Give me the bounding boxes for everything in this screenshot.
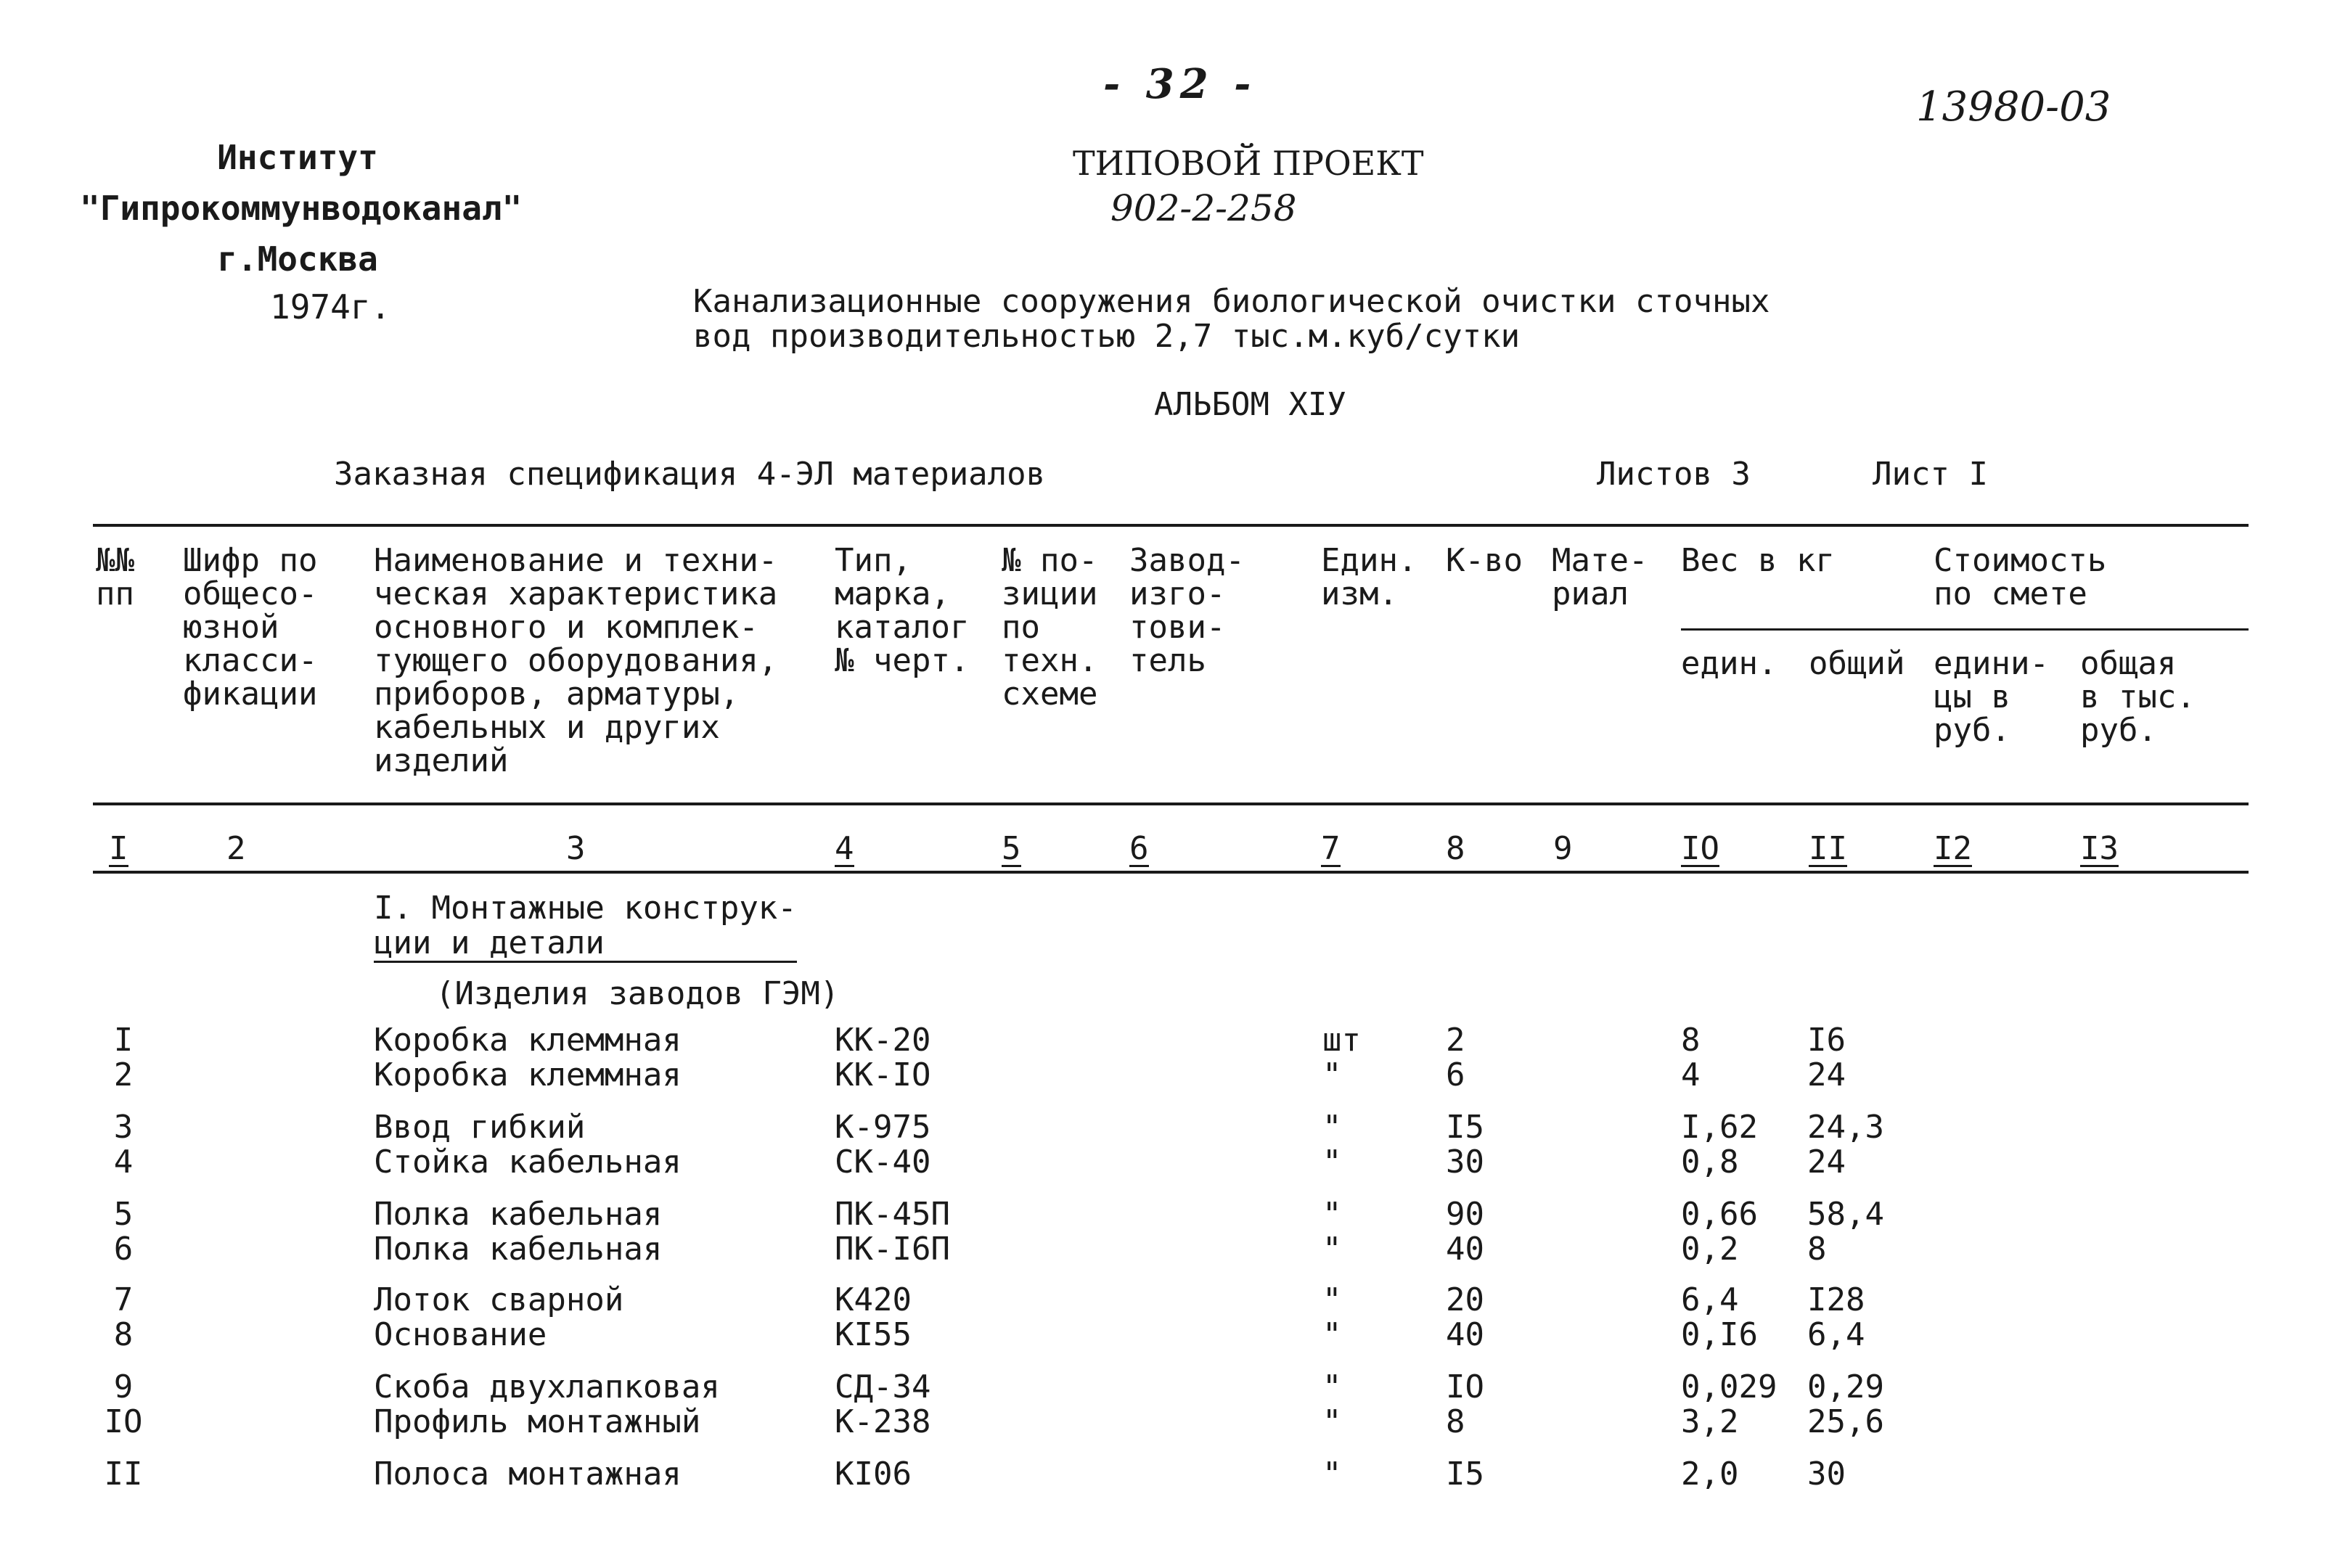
cell-weight-total: I28	[1807, 1281, 1865, 1318]
cell-row-number: 8	[113, 1316, 134, 1353]
cell-unit: шт	[1322, 1022, 1361, 1059]
cell-unit: "	[1322, 1316, 1342, 1353]
cell-type-mark: К420	[835, 1281, 912, 1318]
cell-weight-total: 0,29	[1807, 1368, 1884, 1405]
cell-type-mark: ПК-I6П	[835, 1231, 950, 1268]
cell-weight-total: 24	[1807, 1144, 1846, 1181]
cell-weight-unit: 0,66	[1681, 1196, 1758, 1233]
cell-unit: "	[1322, 1109, 1342, 1146]
header-type-mark: Тип, марка, каталог № черт.	[835, 542, 970, 679]
cell-weight-total: 24,3	[1807, 1109, 1884, 1146]
cell-weight-unit: 0,2	[1681, 1231, 1739, 1268]
cell-weight-unit: 3,2	[1681, 1403, 1739, 1440]
header-weight-group: Вес в кг	[1681, 542, 1835, 579]
cell-weight-unit: 2,0	[1681, 1456, 1739, 1493]
document-code: 13980-03	[1916, 83, 2111, 131]
cell-unit: "	[1322, 1056, 1342, 1093]
col-number-8: 8	[1446, 830, 1465, 867]
table-top-rule	[93, 524, 2249, 527]
header-quantity: К-во	[1446, 542, 1523, 579]
col-number-9: 9	[1553, 830, 1573, 867]
cell-quantity: 2	[1446, 1022, 1465, 1059]
col-number-5: 5	[1002, 830, 1021, 867]
cell-weight-total: 58,4	[1807, 1196, 1884, 1233]
col-number-7: 7	[1321, 830, 1341, 867]
col-number-13: I3	[2080, 830, 2119, 867]
cell-weight-unit: 0,029	[1681, 1368, 1777, 1405]
description-line-1: Канализационные сооружения биологической очистки сточных	[693, 283, 1770, 320]
cell-weight-total: 25,6	[1807, 1403, 1884, 1440]
cell-weight-total: 6,4	[1807, 1316, 1865, 1353]
description-line-2: вод производительностью 2,7 тыс.м.куб/сутки	[693, 318, 1521, 355]
cell-weight-unit: 0,8	[1681, 1144, 1739, 1181]
cell-weight-unit: 0,I6	[1681, 1316, 1758, 1353]
cell-type-mark: ПК-45П	[835, 1196, 950, 1233]
org-line-1: Институт	[217, 138, 378, 177]
header-manufacturer: Завод- изго- тови- тель	[1129, 542, 1245, 679]
header-material: Мате- риал	[1552, 542, 1648, 612]
cell-row-number: 7	[113, 1281, 134, 1318]
cell-type-mark: СК-40	[835, 1144, 931, 1181]
cell-item-name: Стойка кабельная	[374, 1144, 682, 1181]
cell-row-number: 6	[113, 1231, 134, 1268]
cell-quantity: 6	[1446, 1056, 1465, 1093]
cell-quantity: 90	[1446, 1196, 1484, 1233]
cell-type-mark: КК-20	[835, 1022, 931, 1059]
header-unit: Един. изм.	[1321, 542, 1417, 612]
header-cost-unit: едини- цы в руб.	[1934, 645, 2049, 749]
cell-unit: "	[1322, 1281, 1342, 1318]
cell-weight-total: 30	[1807, 1456, 1846, 1493]
cell-weight-unit: 6,4	[1681, 1281, 1739, 1318]
cell-row-number: IO	[104, 1403, 143, 1440]
cell-type-mark: К-975	[835, 1109, 931, 1146]
cell-weight-total: 8	[1807, 1231, 1827, 1268]
header-classification-code: Шифр по общесо- юзной класси- фикации	[183, 542, 318, 713]
cell-type-mark: К-238	[835, 1403, 931, 1440]
col-number-12: I2	[1934, 830, 1972, 867]
cell-weight-unit: 4	[1681, 1056, 1701, 1093]
cell-quantity: 8	[1446, 1403, 1465, 1440]
spec-title: Заказная спецификация 4-ЭЛ материалов	[334, 456, 1046, 493]
cell-type-mark: КI55	[835, 1316, 912, 1353]
cell-unit: "	[1322, 1368, 1342, 1405]
header-bottom-rule	[93, 803, 2249, 805]
album-title: АЛЬБОМ XIУ	[1154, 386, 1346, 423]
column-numbers-rule	[93, 871, 2249, 874]
page-number: - 32 -	[1103, 60, 1257, 108]
col-number-6: 6	[1129, 830, 1149, 867]
cell-quantity: 20	[1446, 1281, 1484, 1318]
project-type: ТИПОВОЙ ПРОЕКТ	[1073, 144, 1424, 183]
cell-type-mark: КК-IO	[835, 1056, 931, 1093]
cell-item-name: Скоба двухлапковая	[374, 1368, 720, 1405]
project-number: 902-2-258	[1110, 187, 1297, 229]
cell-weight-unit: 8	[1681, 1022, 1701, 1059]
col-number-4: 4	[835, 830, 854, 867]
org-year: 1974г.	[270, 287, 391, 327]
cell-quantity: I5	[1446, 1456, 1484, 1493]
cell-type-mark: СД-34	[835, 1368, 931, 1405]
cell-row-number: II	[104, 1456, 143, 1493]
col-number-1: I	[109, 830, 128, 867]
cell-row-number: 2	[113, 1056, 134, 1093]
col-number-3: 3	[566, 830, 586, 867]
cell-weight-total: I6	[1807, 1022, 1846, 1059]
cell-type-mark: КI06	[835, 1456, 912, 1493]
org-city: г.Москва	[217, 239, 378, 279]
cell-quantity: IO	[1446, 1368, 1484, 1405]
cell-quantity: 30	[1446, 1144, 1484, 1181]
header-cost-total: общая в тыс. руб.	[2080, 645, 2196, 749]
cell-row-number: I	[113, 1022, 134, 1059]
cell-item-name: Коробка клеммная	[374, 1056, 682, 1093]
org-line-2: "Гипрокоммунводоканал"	[80, 189, 523, 228]
cell-quantity: I5	[1446, 1109, 1484, 1146]
org-name	[80, 132, 523, 284]
header-weight-total: общий	[1809, 645, 1905, 682]
cell-item-name: Ввод гибкий	[374, 1109, 586, 1146]
cell-unit: "	[1322, 1196, 1342, 1233]
cell-weight-unit: I,62	[1681, 1109, 1758, 1146]
col-number-11: II	[1809, 830, 1847, 867]
col-number-2: 2	[226, 830, 246, 867]
cell-unit: "	[1322, 1231, 1342, 1268]
cell-row-number: 9	[113, 1368, 134, 1405]
cell-row-number: 4	[113, 1144, 134, 1181]
cell-item-name: Лоток сварной	[374, 1281, 624, 1318]
sheets-total: Листов 3	[1597, 456, 1751, 493]
section-subtitle: (Изделия заводов ГЭМ)	[435, 975, 840, 1012]
cell-quantity: 40	[1446, 1316, 1484, 1353]
header-weight-unit: един.	[1681, 645, 1777, 682]
cell-unit: "	[1322, 1456, 1342, 1493]
cell-weight-total: 24	[1807, 1056, 1846, 1093]
header-item-name: Наименование и техни- ческая характеристика основного и комплек- тующего оборудования, приборов, арматуры, кабельных и других изделий	[374, 542, 778, 779]
cell-unit: "	[1322, 1403, 1342, 1440]
cell-quantity: 40	[1446, 1231, 1484, 1268]
header-cost-group: Стоимость по смете	[1934, 542, 2107, 612]
sheet-current: Лист I	[1873, 456, 1988, 493]
cell-item-name: Полоса монтажная	[374, 1456, 682, 1493]
cell-item-name: Основание	[374, 1316, 547, 1353]
section-title: I. Монтажные конструк- ции и детали	[374, 890, 797, 961]
cell-item-name: Полка кабельная	[374, 1231, 663, 1268]
cell-unit: "	[1322, 1144, 1342, 1181]
weight-cost-group-rule	[1681, 628, 2249, 631]
header-position: № по- зиции по техн. схеме	[1002, 542, 1098, 713]
cell-item-name: Профиль монтажный	[374, 1403, 701, 1440]
cell-row-number: 5	[113, 1196, 134, 1233]
cell-item-name: Коробка клеммная	[374, 1022, 682, 1059]
cell-item-name: Полка кабельная	[374, 1196, 663, 1233]
col-number-10: IO	[1681, 830, 1719, 867]
cell-row-number: 3	[113, 1109, 134, 1146]
header-row-number: №№ пп	[96, 542, 134, 612]
